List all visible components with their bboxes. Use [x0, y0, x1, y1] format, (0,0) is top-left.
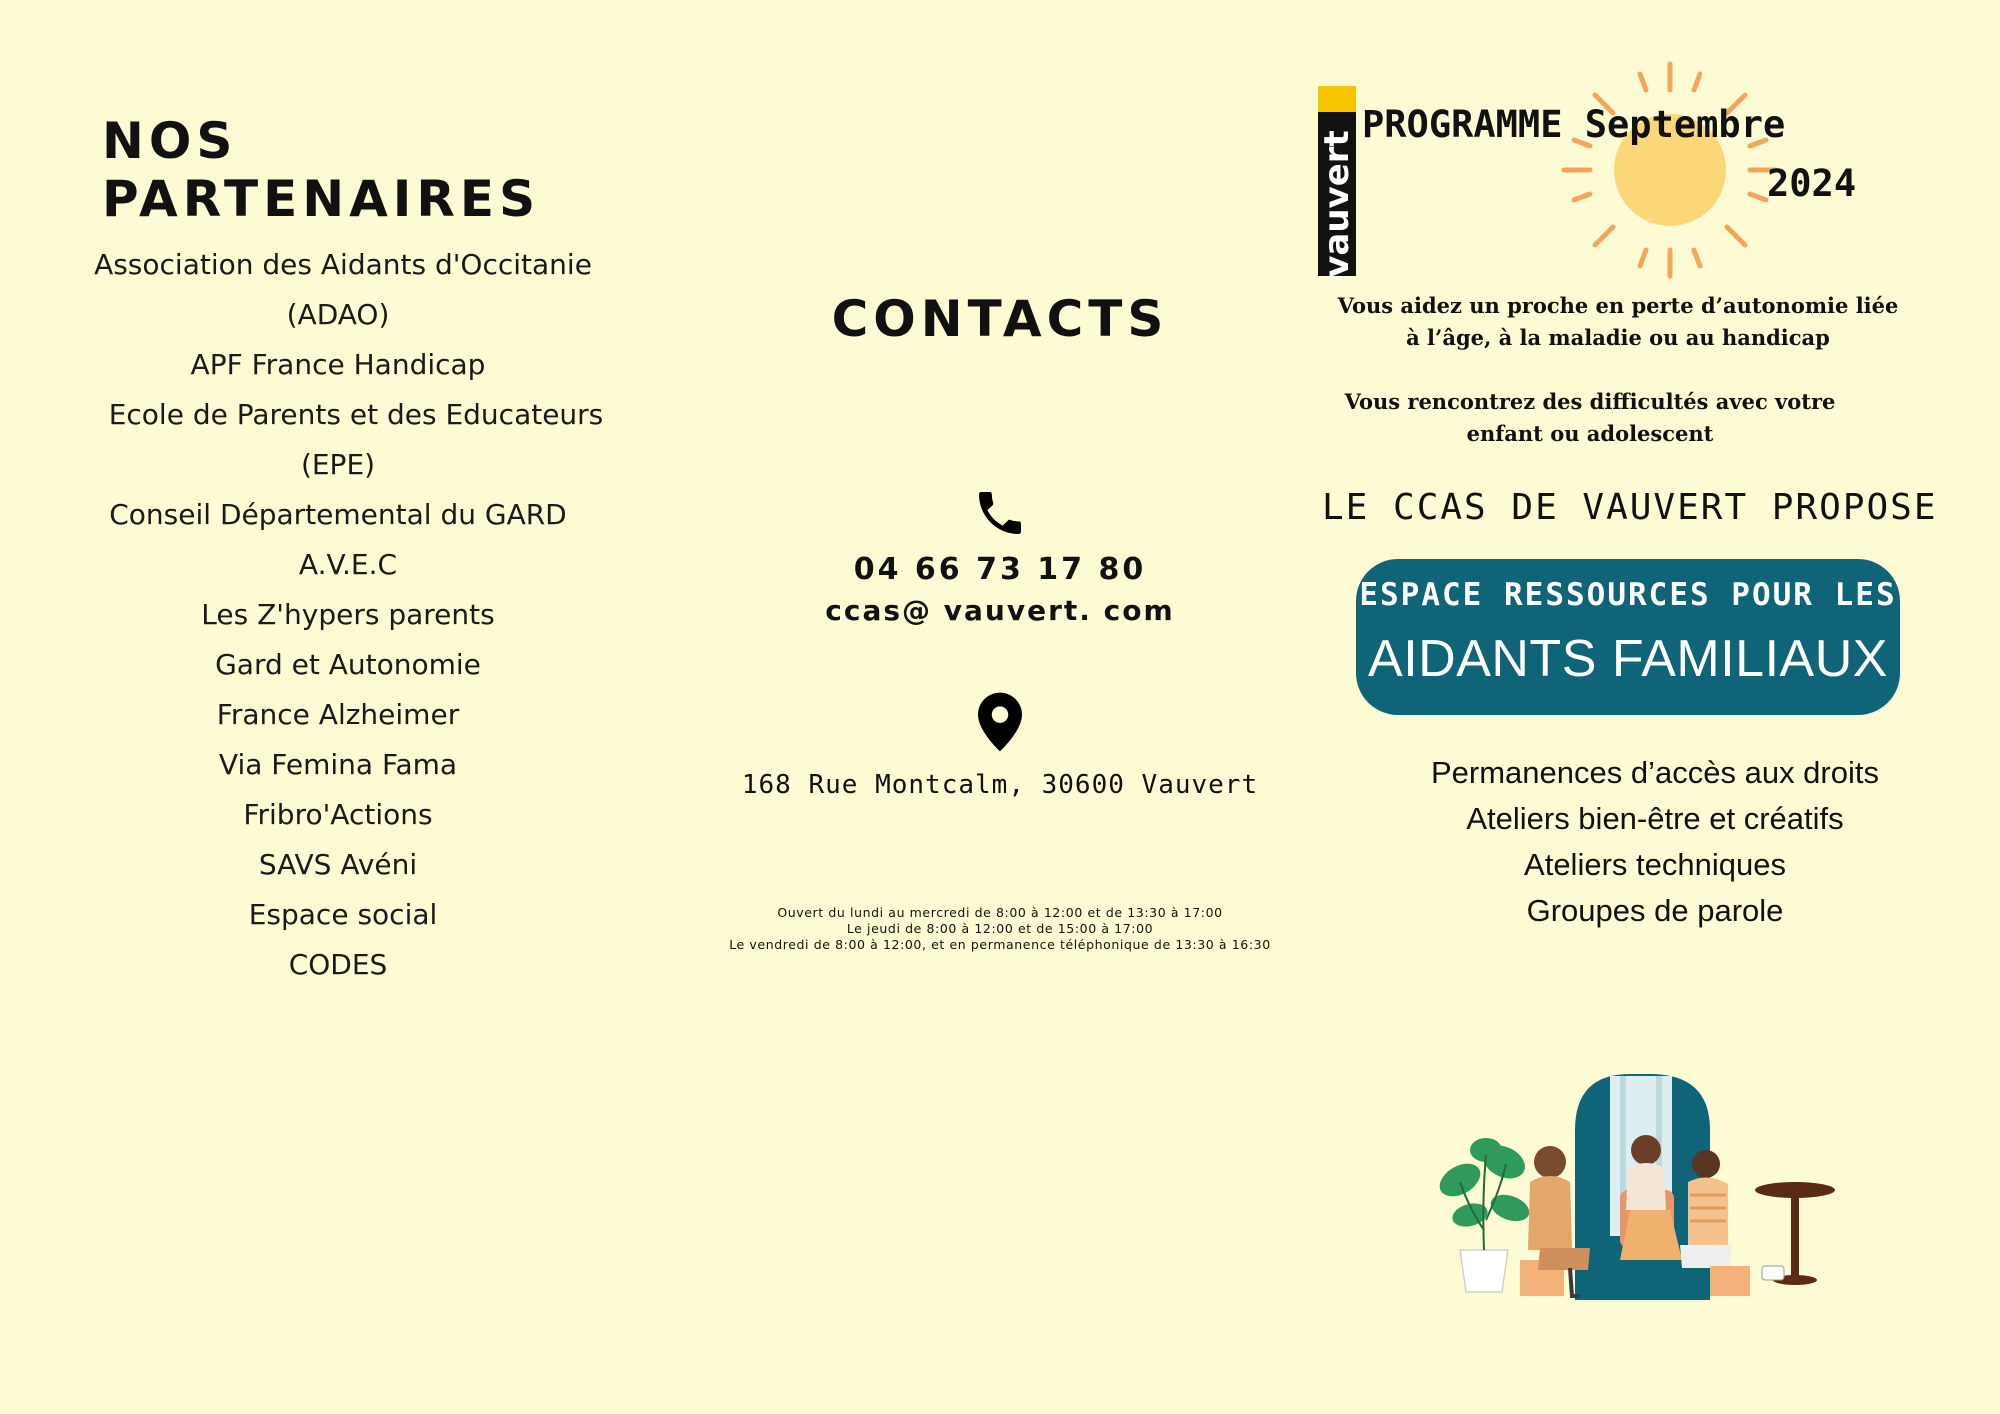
postal-address: 168 Rue Montcalm, 30600 Vauvert — [741, 770, 1259, 800]
contacts-title: CONTACTS — [831, 290, 1169, 348]
vauvert-logo — [1318, 86, 1356, 276]
intro-2-line-1: Vous rencontrez des difficultés avec votre — [1344, 389, 1836, 414]
badge-subtitle: ESPACE RESSOURCES POUR LES — [1359, 577, 1897, 613]
partner-item: Conseil Départemental du GARD — [109, 498, 567, 531]
partner-item: Via Femina Fama — [218, 748, 458, 781]
intro-text-1 — [1298, 290, 1938, 354]
map-pin-icon — [978, 692, 1022, 752]
programme-title: PROGRAMME Septembre — [1362, 103, 1786, 146]
partner-item: Fribro'Actions — [243, 798, 433, 831]
intro-text-2 — [1280, 386, 1900, 450]
partner-item: APF France Handicap — [190, 348, 486, 381]
aidants-badge — [1356, 559, 1900, 715]
services-list — [1360, 750, 1950, 934]
service-item: Ateliers techniques — [1524, 847, 1786, 882]
badge-title: AIDANTS FAMILIAUX — [1368, 630, 1888, 688]
partner-item: (ADAO) — [286, 298, 390, 331]
opening-hours — [690, 905, 1310, 953]
partners-title: NOS PARTENAIRES — [102, 112, 541, 228]
hours-line: Le vendredi de 8:00 à 12:00, et en permanence téléphonique de 13:30 à 16:30 — [729, 937, 1271, 952]
support-group-illustration — [1420, 1070, 1840, 1300]
partner-item: Les Z'hypers parents — [201, 598, 495, 631]
partner-item: France Alzheimer — [216, 698, 460, 731]
partner-item: Espace social — [248, 898, 438, 931]
partner-item: Gard et Autonomie — [215, 648, 481, 681]
partner-item: SAVS Avéni — [258, 848, 418, 881]
partners-panel — [0, 0, 680, 1414]
intro-2-line-2: enfant ou adolescent — [1466, 421, 1714, 446]
hours-line: Le jeudi de 8:00 à 12:00 et de 15:00 à 17:00 — [846, 921, 1154, 936]
partner-item: Association des Aidants d'Occitanie — [94, 248, 592, 281]
logo-wordmark: vauvert — [1317, 130, 1357, 278]
partner-item: CODES — [288, 948, 388, 981]
contacts-panel — [690, 0, 1310, 1414]
logo-yellow-block — [1318, 86, 1356, 112]
service-item: Ateliers bien-être et créatifs — [1466, 801, 1844, 836]
partner-item: A.V.E.C — [298, 548, 398, 581]
partner-item: (EPE) — [300, 448, 376, 481]
intro-1-line-1: Vous aidez un proche en perte d’autonomie liée — [1337, 293, 1899, 318]
phone-icon — [972, 485, 1028, 541]
service-item: Groupes de parole — [1526, 893, 1784, 928]
sun-icon — [1560, 60, 1780, 280]
hours-line: Ouvert du lundi au mercredi de 8:00 à 12:00 et de 13:30 à 17:00 — [777, 905, 1223, 920]
intro-1-line-2: à l’âge, à la maladie ou au handicap — [1406, 325, 1830, 350]
service-item: Permanences d’accès aux droits — [1430, 755, 1879, 790]
email-address: ccas@ vauvert. com — [825, 594, 1175, 627]
partner-item: Ecole de Parents et des Educateurs — [108, 398, 604, 431]
phone-number: 04 66 73 17 80 — [853, 552, 1147, 587]
ccas-proposal-heading: LE CCAS DE VAUVERT PROPOSE — [1322, 487, 1938, 528]
programme-year: 2024 — [1767, 162, 1857, 205]
